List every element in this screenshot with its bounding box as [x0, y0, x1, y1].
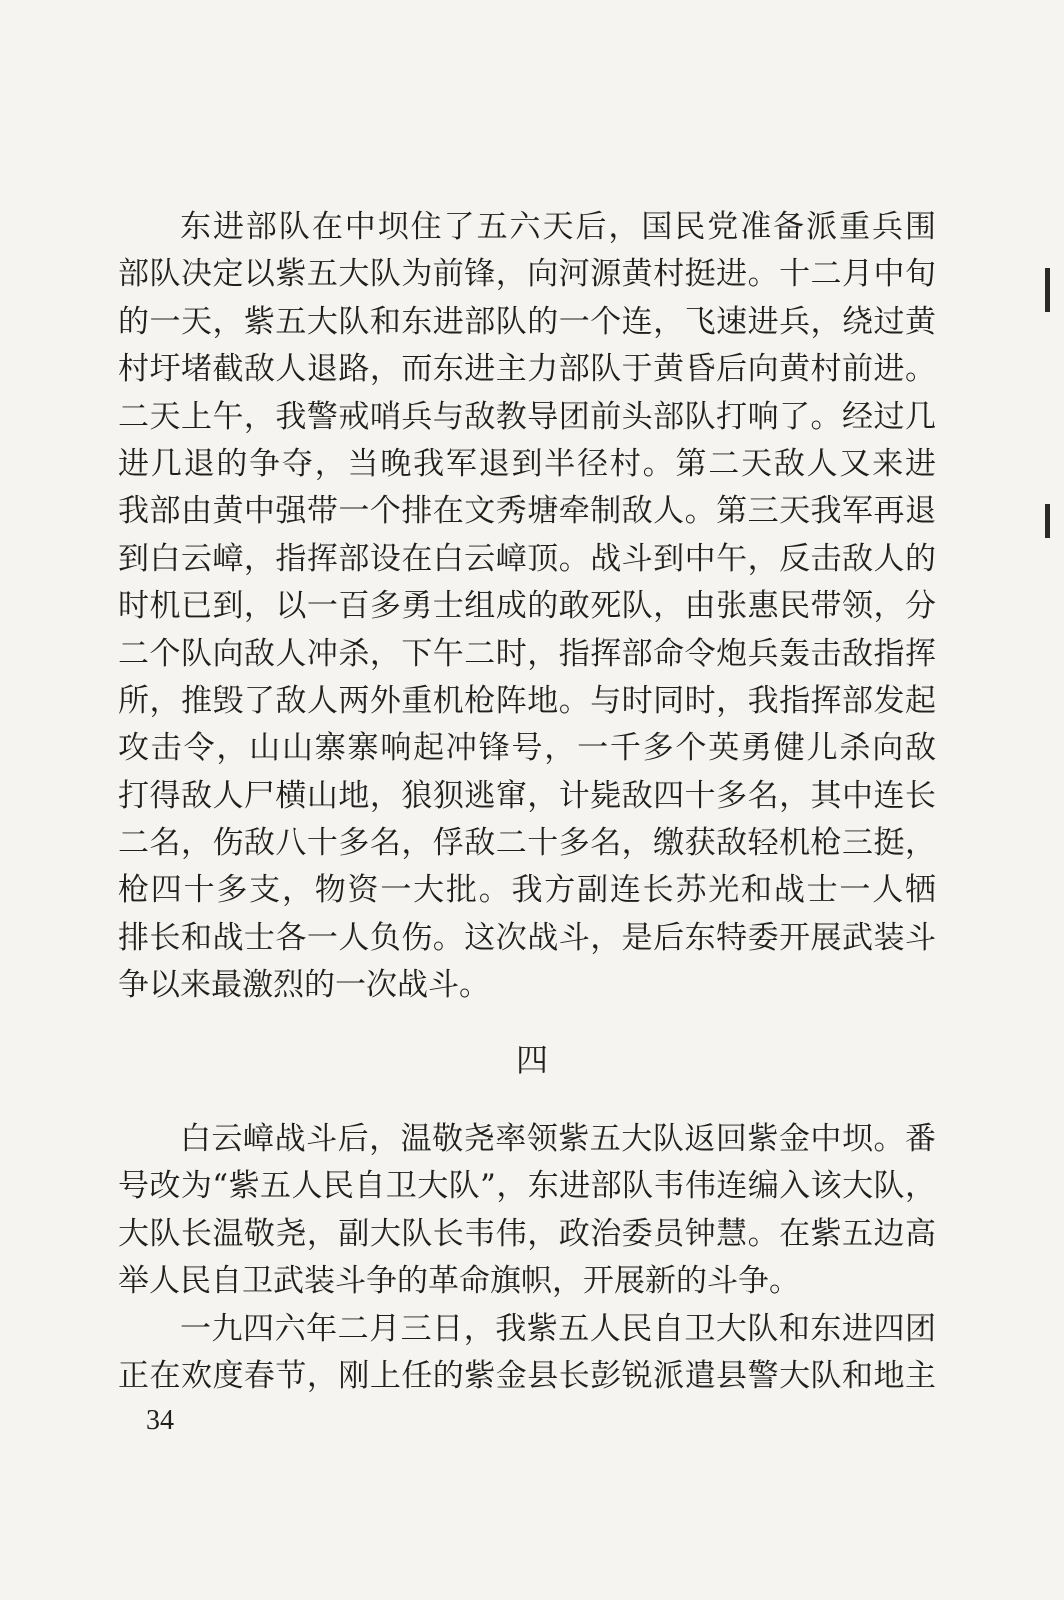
paragraph-line: 一九四六年二月三日，我紫五人民自卫大队和东进四团	[180, 1311, 936, 1347]
paragraph-line: 白云嶂战斗后，温敬尧率领紫五大队返回紫金中坝。番	[180, 1121, 936, 1157]
paragraph-line: 东进部队在中坝住了五六天后，国民党准备派重兵围	[180, 209, 936, 245]
paragraph-line: 时机已到，以一百多勇士组成的敢死队，由张惠民带领，分	[118, 588, 936, 625]
paragraph-line: 正在欢度春节，刚上任的紫金县长彭锐派遣县警大队和地主	[118, 1358, 936, 1395]
paragraph-line: 所，推毁了敌人两外重机枪阵地。与时同时，我指挥部发起	[118, 682, 936, 719]
paragraph-line: 二天上午，我警戒哨兵与敌教导团前头部队打响了。经过几	[118, 398, 936, 435]
section-heading: 四	[515, 1041, 548, 1079]
paragraph-line: 部队决定以紫五大队为前锋，向河源黄村挺进。十二月中旬	[118, 256, 936, 293]
paragraph-3	[118, 1306, 936, 1401]
paragraph-line: 排长和战士各一人负伤。这次战斗，是后东特委开展武装斗	[118, 919, 936, 956]
paragraph-line: 到白云嶂，指挥部设在白云嶂顶。战斗到中午，反击敌人的	[118, 540, 936, 577]
paragraph-line: 枪四十多支，物资一大批。我方副连长苏光和战士一人牺	[118, 872, 936, 909]
paragraph-line: 进几退的争夺，当晚我军退到半径村。第二天敌人又来进	[118, 445, 936, 482]
paragraph-line: 攻击令，山山寨寨响起冲锋号，一千多个英勇健儿杀向敌	[118, 730, 936, 767]
paragraph-line: 二名，伤敌八十多名，俘敌二十多名，缴获敌轻机枪三挺，	[118, 825, 936, 862]
paragraph-line: 举人民自卫武装斗争的革命旗帜，开展新的斗争。	[118, 1263, 800, 1300]
paragraph-2	[118, 1116, 936, 1306]
paragraph-line: 的一天，紫五大队和东进部队的一个连，飞速进兵，绕过黄	[118, 303, 936, 340]
paragraph-line: 争以来最激烈的一次战斗。	[118, 967, 490, 1004]
paragraph-line: 二个队向敌人冲杀，下午二时，指挥部命令炮兵轰击敌指挥	[118, 635, 936, 672]
page-number: 34	[146, 1405, 174, 1436]
scan-edge-mark	[1045, 504, 1050, 538]
paragraph-line: 打得敌人尸横山地，狼狈逃窜，计毙敌四十多名，其中连长	[118, 777, 936, 814]
paragraph-line: 村圩堵截敌人退路，而东进主力部队于黄昏后向黄村前进。	[118, 351, 936, 388]
paragraph-line: 号改为“紫五人民自卫大队”，东进部队韦伟连编入该大队，	[118, 1168, 936, 1205]
paragraph-1	[118, 204, 936, 1010]
scan-edge-mark	[1045, 268, 1050, 312]
paragraph-line: 大队长温敬尧，副大队长韦伟，政治委员钟慧。在紫五边高	[118, 1215, 936, 1252]
paragraph-line: 我部由黄中强带一个排在文秀塘牵制敌人。第三天我军再退	[118, 493, 936, 530]
